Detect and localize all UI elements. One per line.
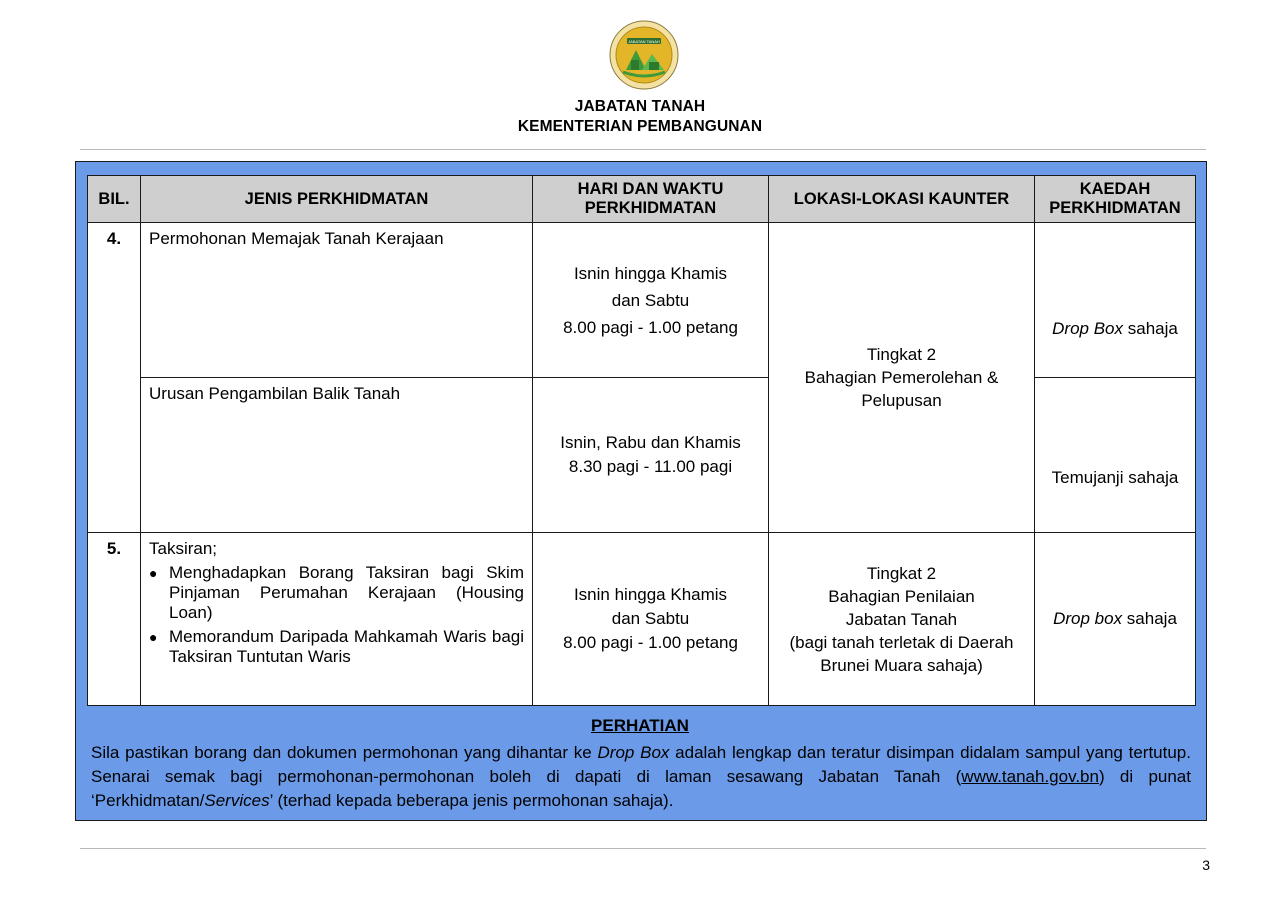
- service-name: [141, 533, 533, 706]
- location-division: Bahagian Pemerolehan &: [804, 368, 999, 387]
- notice-text: ’ (terhad kepada beberapa jenis permohonan sahaja).: [269, 791, 674, 810]
- counter-location: [769, 223, 1035, 533]
- row-number-continued: [88, 378, 141, 533]
- website-link[interactable]: www.tanah.gov.bn: [961, 767, 1099, 786]
- hours-days-extra: dan Sabtu: [611, 290, 690, 310]
- service-title: Taksiran;: [149, 539, 218, 558]
- header-jenis-perkhidmatan: JENIS PERKHIDMATAN: [141, 176, 533, 223]
- header-kaedah: KAEDAH PERKHIDMATAN: [1035, 176, 1196, 223]
- service-hours: [533, 533, 769, 706]
- services-table: [87, 175, 1196, 706]
- ministry-name: KEMENTERIAN PEMBANGUNAN: [517, 118, 763, 135]
- department-name: JABATAN TANAH: [574, 98, 706, 115]
- notice-emphasis: Services: [204, 791, 270, 810]
- method-emphasis: Drop box: [1053, 609, 1123, 628]
- table-row: [88, 223, 1196, 378]
- page-number: 3: [1202, 857, 1210, 873]
- location-floor: Tingkat 2: [866, 345, 937, 364]
- hours-time: 8.30 pagi - 11.00 pagi: [568, 457, 733, 476]
- service-method: Temujanji sahaja: [1035, 378, 1196, 533]
- row-number: 4.: [88, 223, 141, 378]
- hours-days-extra: dan Sabtu: [611, 609, 690, 628]
- svg-text:JABATAN TANAH: JABATAN TANAH: [628, 39, 660, 44]
- location-note: (bagi tanah terletak di Daerah Brunei Muara sahaja): [789, 632, 1014, 675]
- header-lokasi-kaunter: LOKASI-LOKASI KAUNTER: [769, 176, 1035, 223]
- notice-text: Sila pastikan borang dan dokumen permohonan yang dihantar ke: [91, 743, 598, 762]
- header-hari-waktu: HARI DAN WAKTU PERKHIDMATAN: [533, 176, 769, 223]
- service-name: Urusan Pengambilan Balik Tanah: [141, 378, 533, 533]
- notice-text: ) di punat ‘Perkhidmatan/: [91, 767, 1191, 810]
- hours-days: Isnin hingga Khamis: [573, 263, 728, 283]
- row-number: 5.: [88, 533, 141, 706]
- location-floor: Tingkat 2: [866, 563, 937, 583]
- method-suffix: sahaja: [1123, 319, 1178, 338]
- jabatan-tanah-logo: [609, 20, 679, 90]
- hours-days: Isnin hingga Khamis: [573, 585, 728, 604]
- table-header-row: [88, 176, 1196, 223]
- method-suffix: sahaja: [1122, 609, 1177, 628]
- service-hours: [533, 378, 769, 533]
- service-bullet-list: [149, 563, 524, 667]
- notice-emphasis: Drop Box: [597, 743, 670, 762]
- hours-days: Isnin, Rabu dan Khamis: [560, 433, 741, 452]
- header-bil: BIL.: [88, 176, 141, 223]
- notice-heading: PERHATIAN: [591, 716, 689, 735]
- notice-text: adalah lengkap dan teratur disimpan didalam sampul yang tertutup. Senarai semak bagi permohonan-permohonan boleh di dapati di laman sesawang Jabatan Tanah (: [91, 743, 1191, 786]
- location-department: Jabatan Tanah: [845, 609, 958, 629]
- method-emphasis: Drop Box: [1052, 319, 1124, 338]
- service-method: [1035, 533, 1196, 706]
- hours-time: 8.00 pagi - 1.00 petang: [563, 633, 738, 652]
- service-hours: [533, 223, 769, 378]
- logo-emblem-icon: [609, 20, 679, 90]
- service-name: Permohonan Memajak Tanah Kerajaan: [141, 223, 533, 378]
- footer-divider: [80, 848, 1206, 849]
- location-division: Bahagian Penilaian: [828, 586, 975, 606]
- notice-body: [91, 741, 1191, 813]
- service-method: [1035, 223, 1196, 378]
- counter-location: [769, 533, 1035, 706]
- table-row: [88, 533, 1196, 706]
- list-item: ● Menghadapkan Borang Taksiran bagi Skim Pinjaman Perumahan Kerajaan (Housing Loan): [169, 563, 524, 623]
- hours-time: 8.00 pagi - 1.00 petang: [563, 317, 738, 337]
- location-division-cont: Pelupusan: [861, 391, 942, 410]
- list-item: ● Memorandum Daripada Mahkamah Waris bagi Taksiran Tuntutan Waris: [169, 627, 524, 667]
- header-divider: [80, 149, 1206, 150]
